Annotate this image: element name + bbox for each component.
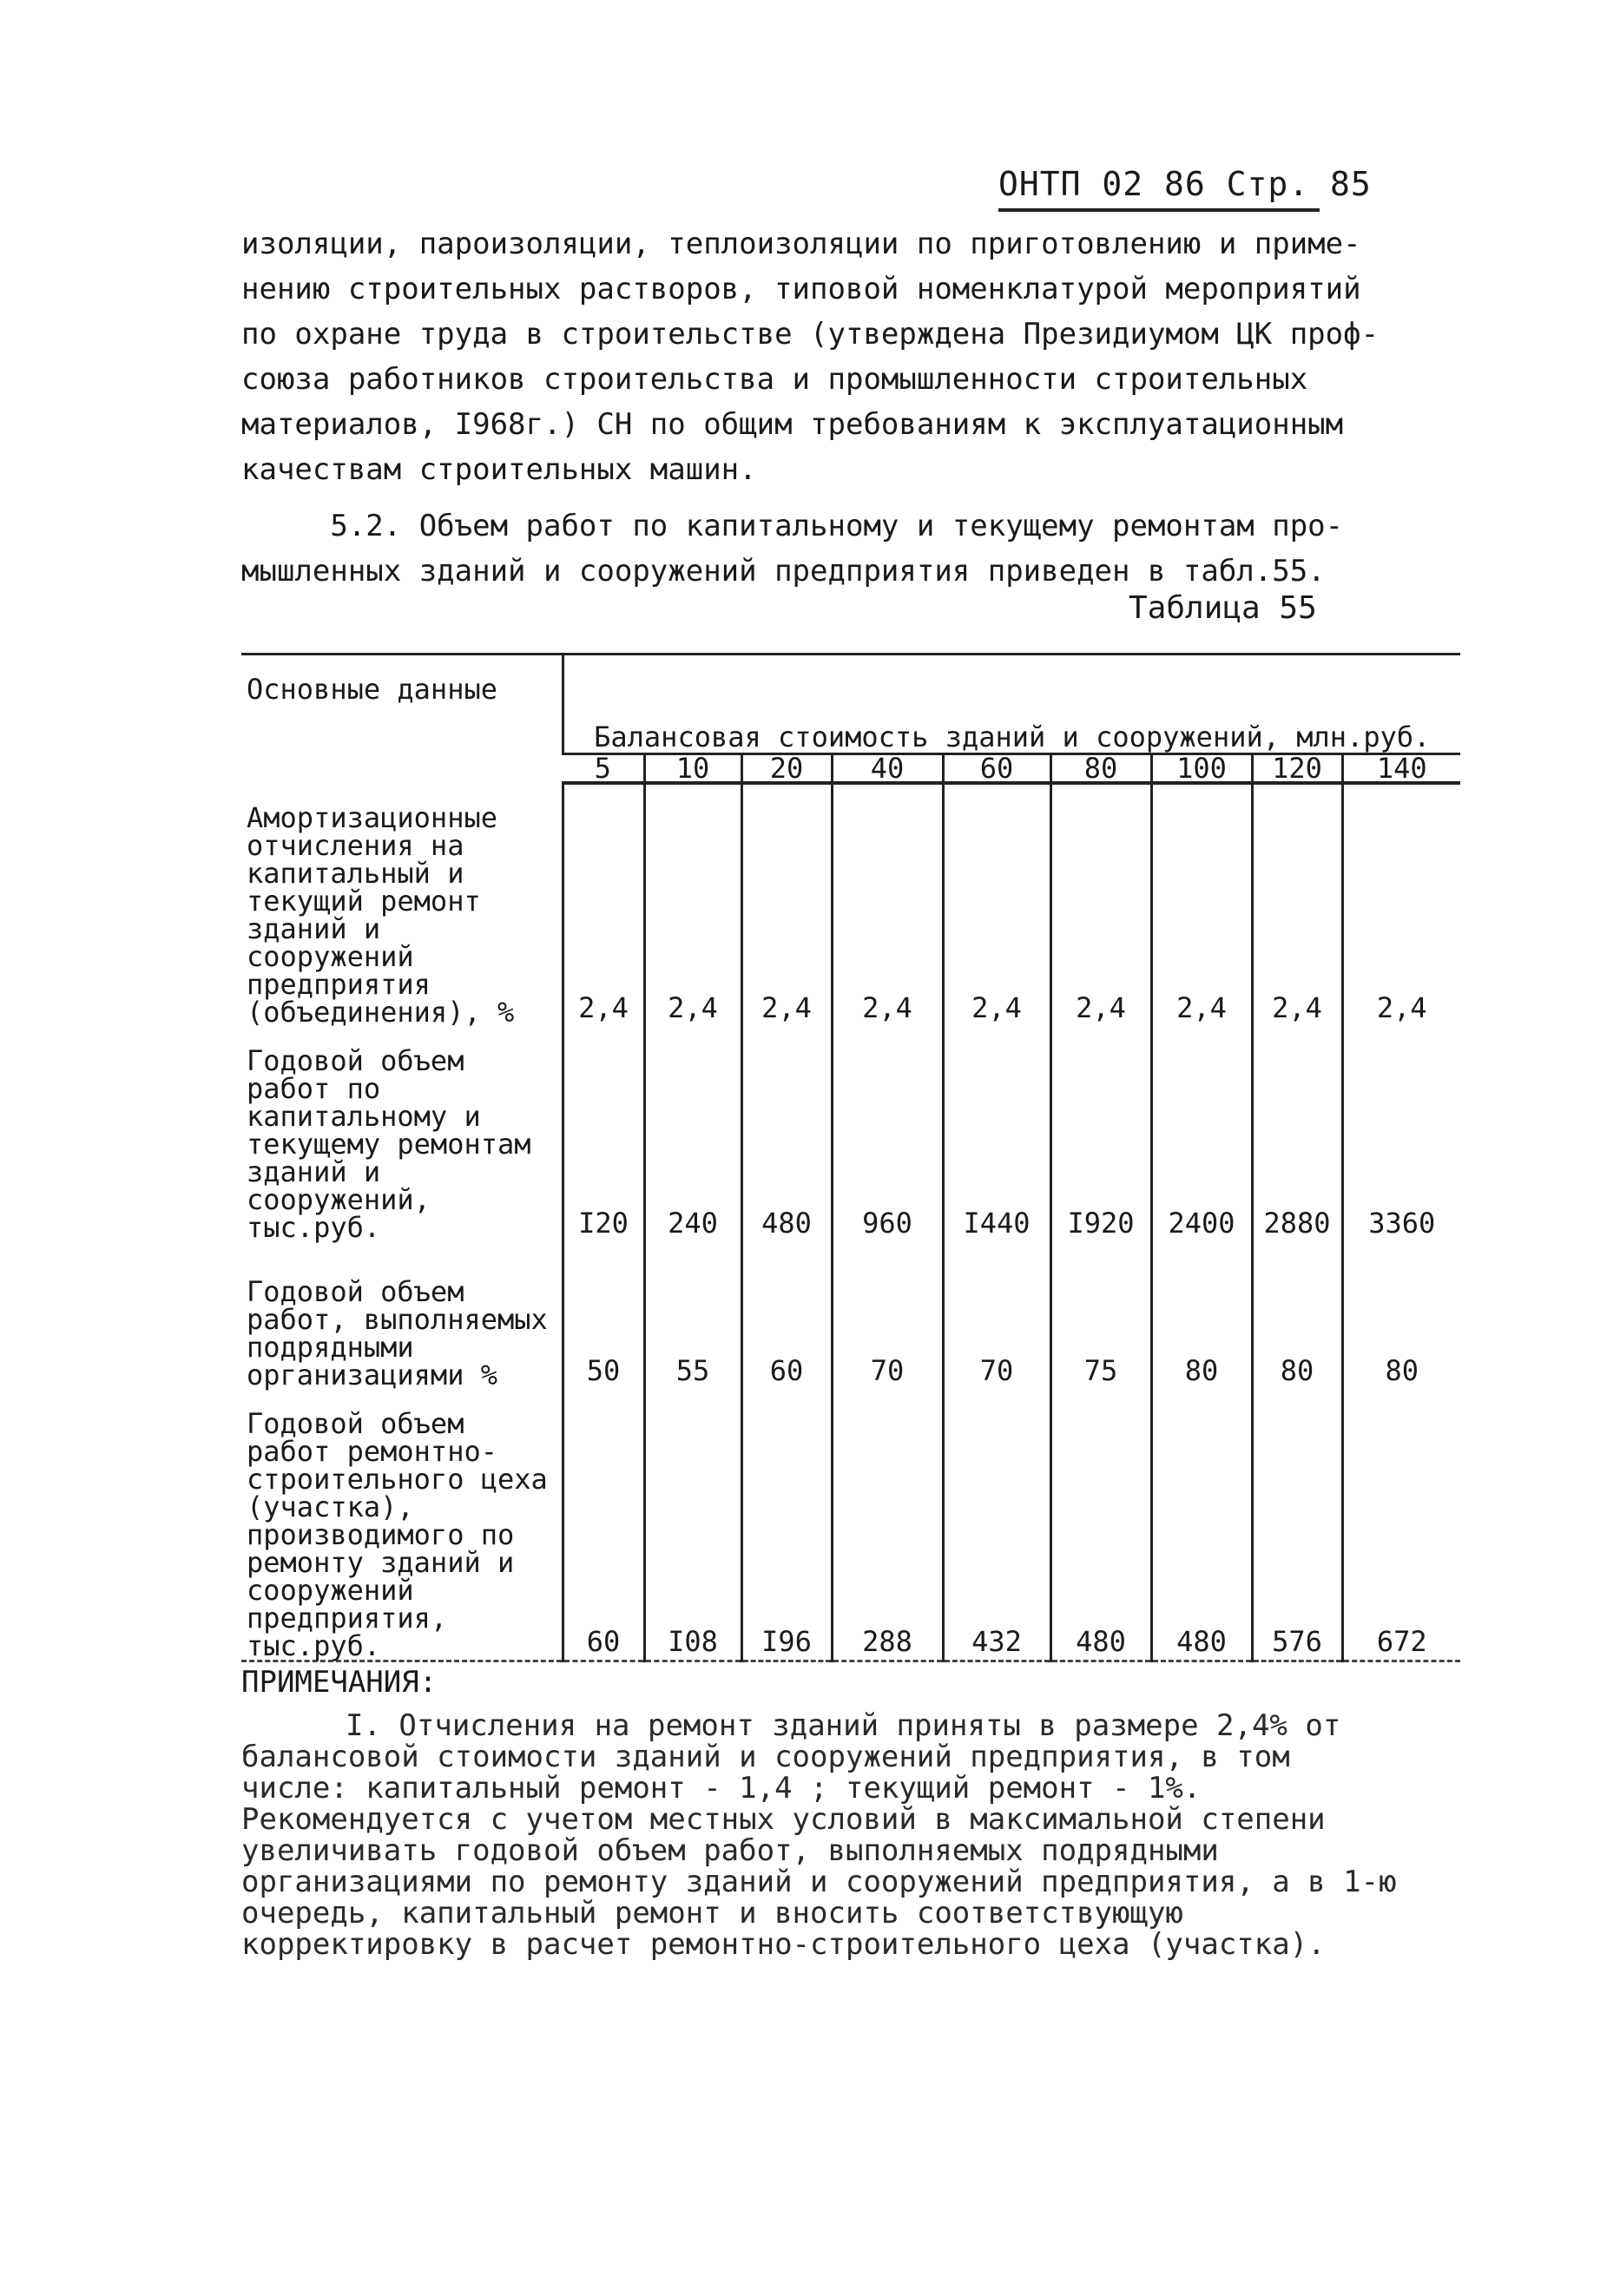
table-cell: 2,4 [644,783,741,1026]
table-cell: 2,4 [832,783,943,1026]
data-table [241,653,1460,1662]
column-header: 100 [1151,754,1252,784]
para1-line: по охране труда в строительстве (утверждена Президиумом ЦК проф- [241,317,1380,352]
para1-line: материалов, I968г.) СН по общим требованиям к эксплуатационным [241,407,1344,442]
table-row [241,1241,1460,1389]
para2-line: мышленных зданий и сооружений предприятия приведен в табл.55. [241,554,1326,589]
para1-line: союза работников строительства и промышленности строительных [241,362,1308,397]
column-header: 10 [644,754,741,784]
table-cell: I440 [943,1026,1050,1241]
header-underline [998,208,1320,212]
column-header: 80 [1050,754,1151,784]
table-cell: 80 [1252,1241,1342,1389]
table-cell: 672 [1342,1389,1460,1661]
notes-title: ПРИМЕЧАНИЯ: [241,1665,438,1700]
paragraph-2 [241,503,1387,594]
table-row [241,1026,1460,1241]
row-label: Годовой объем работ ремонтно-строительного цеха (участка), производимого по ремонту зданий и сооружений предприятия, тыс.руб. [241,1389,563,1661]
table-cell: 2880 [1252,1026,1342,1241]
table-cell: 60 [563,1389,644,1661]
notes-text: I. Отчисления на ремонт зданий приняты в размере 2,4% от балансовой стоимости зданий и сооружений предприятия, в том числе: капитальный ремонт - 1,4 ; текущий ремонт - 1%. Рекомендуется с учетом местных условий в максимальной степени увеличивать годовой объем работ, выполняемых подрядными организациями по ремонту зданий и сооружений предприятия, а в 1-ю очередь, капитальный ремонт и вносить соответствующую корректировку в расчет ремонтно-строительного цеха (участка). [241,1708,1397,1962]
paragraph-1 [241,221,1387,492]
table-cell: 960 [832,1026,943,1241]
table-cell: 2,4 [1050,783,1151,1026]
table-row [241,1389,1460,1661]
column-header: 60 [943,754,1050,784]
table-cell: 480 [1050,1389,1151,1661]
table-row [241,783,1460,1026]
table-cell: 2,4 [1342,783,1460,1026]
table-cell: 80 [1151,1241,1252,1389]
notes-section [241,1667,1405,1960]
table-caption: Таблица 55 [1129,590,1317,626]
table-cell: 2,4 [1151,783,1252,1026]
table-cell: 2400 [1151,1026,1252,1241]
row-label: Годовой объем работ, выполняемых подрядными организациями % [247,1275,548,1391]
table-cell: I20 [563,1026,644,1241]
header-balance-cost: Балансовая стоимость зданий и сооружений, млн.руб. [563,655,1460,754]
para1-line: нению строительных растворов, типовой номенклатурой мероприятий [241,272,1361,306]
table-cell: 60 [741,1241,832,1389]
table-cell: 480 [1151,1389,1252,1661]
table-cell: 576 [1252,1389,1342,1661]
table-cell: 55 [644,1241,741,1389]
table-cell: 288 [832,1389,943,1661]
para1-line: качествам строительных машин. [241,452,757,487]
table-cell: 3360 [1342,1026,1460,1241]
column-header: 40 [832,754,943,784]
table-cell: 432 [943,1389,1050,1661]
table-cell: 2,4 [1252,783,1342,1026]
table-cell: 70 [832,1241,943,1389]
column-header: 140 [1342,754,1460,784]
table-cell: I920 [1050,1026,1151,1241]
table-cell: 480 [741,1026,832,1241]
para1-line: изоляции, пароизоляции, теплоизоляции по приготовлению и приме- [241,227,1361,261]
column-header: 20 [741,754,832,784]
table-cell: 2,4 [563,783,644,1026]
table-cell: 50 [563,1241,644,1389]
column-header: 120 [1252,754,1342,784]
column-header: 5 [563,754,644,784]
table-cell: 70 [943,1241,1050,1389]
table-cell: I08 [644,1389,741,1661]
row-label: Годовой объем работ по капитальному и текущему ремонтам зданий и сооружений, тыс.руб. [247,1044,531,1244]
table-cell: 240 [644,1026,741,1241]
table-cell: 2,4 [943,783,1050,1026]
para2-line: 5.2. Объем работ по капитальному и текущему ремонтам про- [241,509,1344,543]
page-header: ОНТП 02 86 Стр. 85 [998,165,1372,203]
table-cell: I96 [741,1389,832,1661]
row-label: Амортизационные отчисления на капитальный и текущий ремонт зданий и сооружений предприятия (объединения), % [247,801,515,1029]
table-cell: 75 [1050,1241,1151,1389]
table-cell: 2,4 [741,783,832,1026]
header-main-data: Основные данные [241,655,563,784]
table-cell: 80 [1342,1241,1460,1389]
